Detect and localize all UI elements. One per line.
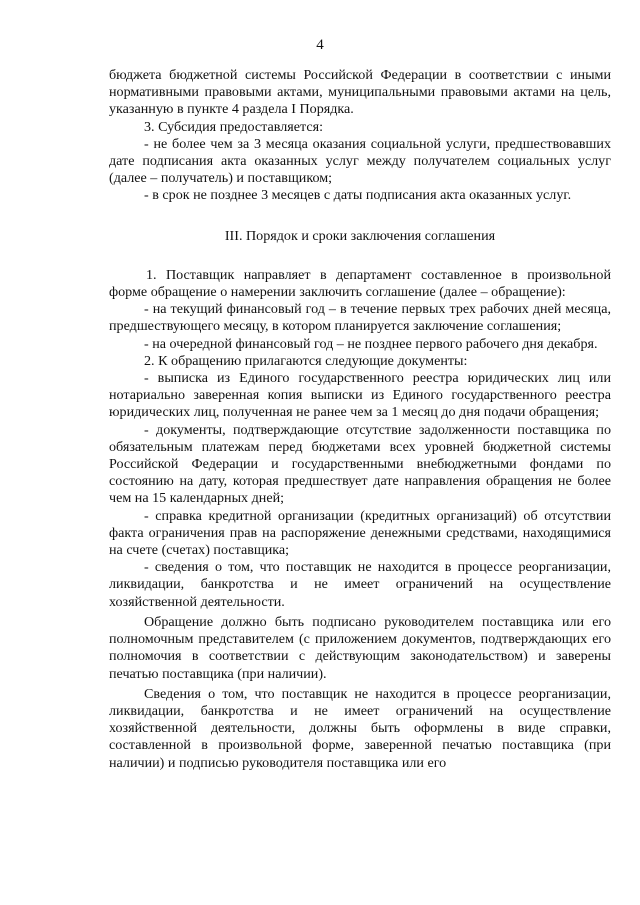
page-number: 4 — [316, 37, 324, 53]
paragraph-continuation: бюджета бюджетной системы Российской Федерации в соответствии с иными нормативными правовыми актами, муниципальными правовыми актами на цель, указанную в пункте 4 раздела I Порядка. — [109, 67, 611, 118]
list-item-subsidy-term-2: - в срок не позднее 3 месяцев с даты подписания акта оказанных услуг. — [144, 187, 572, 204]
paragraph-reorganization-certificate: Сведения о том, что поставщик не находится в процессе реорганизации, ликвидации, банкротства и не имеет ограничений на осуществление хозяйственной деятельности, должны быть оформлены в виде справки, составленной в произвольной форме, заверенной печатью поставщика (при наличии) и подписью руководителя поставщика или его — [109, 685, 611, 771]
paragraph-clause-1: 1. Поставщик направляет в департамент составленное в произвольной форме обращение о намерении заключить соглашение (далее – обращение): — [109, 266, 611, 301]
paragraph-subsidy-clause: 3. Субсидия предоставляется: — [144, 118, 323, 135]
list-item-next-year: - на очередной финансовый год – не позднее первого рабочего дня декабря. — [144, 335, 598, 352]
paragraph-clause-2: 2. К обращению прилагаются следующие документы: — [144, 352, 468, 369]
list-item-reorganization-info: - сведения о том, что поставщик не находится в процессе реорганизации, ликвидации, банкротства и не имеет ограничений на осуществление хозяйственной деятельности. — [109, 559, 611, 610]
list-item-current-year: - на текущий финансовый год – в течение первых трех рабочих дней месяца, предшествующего месяцу, в котором планируется заключение соглашения; — [109, 301, 611, 335]
list-item-subsidy-term-1: - не более чем за 3 месяца оказания социальной услуги, предшествовавших дате подписания акта оказанных услуг между получателем социальных услуг (далее – получатель) и поставщиком; — [109, 135, 611, 187]
list-item-no-debt-documents: - документы, подтверждающие отсутствие задолженности поставщика по обязательным платежам перед бюджетами всех уровней бюджетной системы Российской Федерации и государственными внебюджетными фондами по состоянию на дату, которая предшествует дате направления обращения не более чем на 15 календарных дней; — [109, 421, 611, 507]
list-item-registry-extract: - выписка из Единого государственного реестра юридических лиц или нотариально заверенная копия выписки из Единого государственного реестра юридических лиц, полученная не ранее чем за 1 месяц до дня подачи обращения; — [109, 370, 611, 421]
document-body — [109, 67, 611, 772]
section-heading: III. Порядок и сроки заключения соглашения — [224, 227, 496, 244]
paragraph-signature-requirement: Обращение должно быть подписано руководителем поставщика или его полномочным представителем (с приложением документов, подтверждающих его полномочия в соответствии с действующим законодательством) и заверены печатью поставщика (при наличии). — [109, 613, 611, 682]
list-item-bank-certificate: - справка кредитной организации (кредитных организаций) об отсутствии факта ограничения прав на распоряжение денежными средствами, находящимися на счете (счетах) поставщика; — [109, 507, 611, 559]
